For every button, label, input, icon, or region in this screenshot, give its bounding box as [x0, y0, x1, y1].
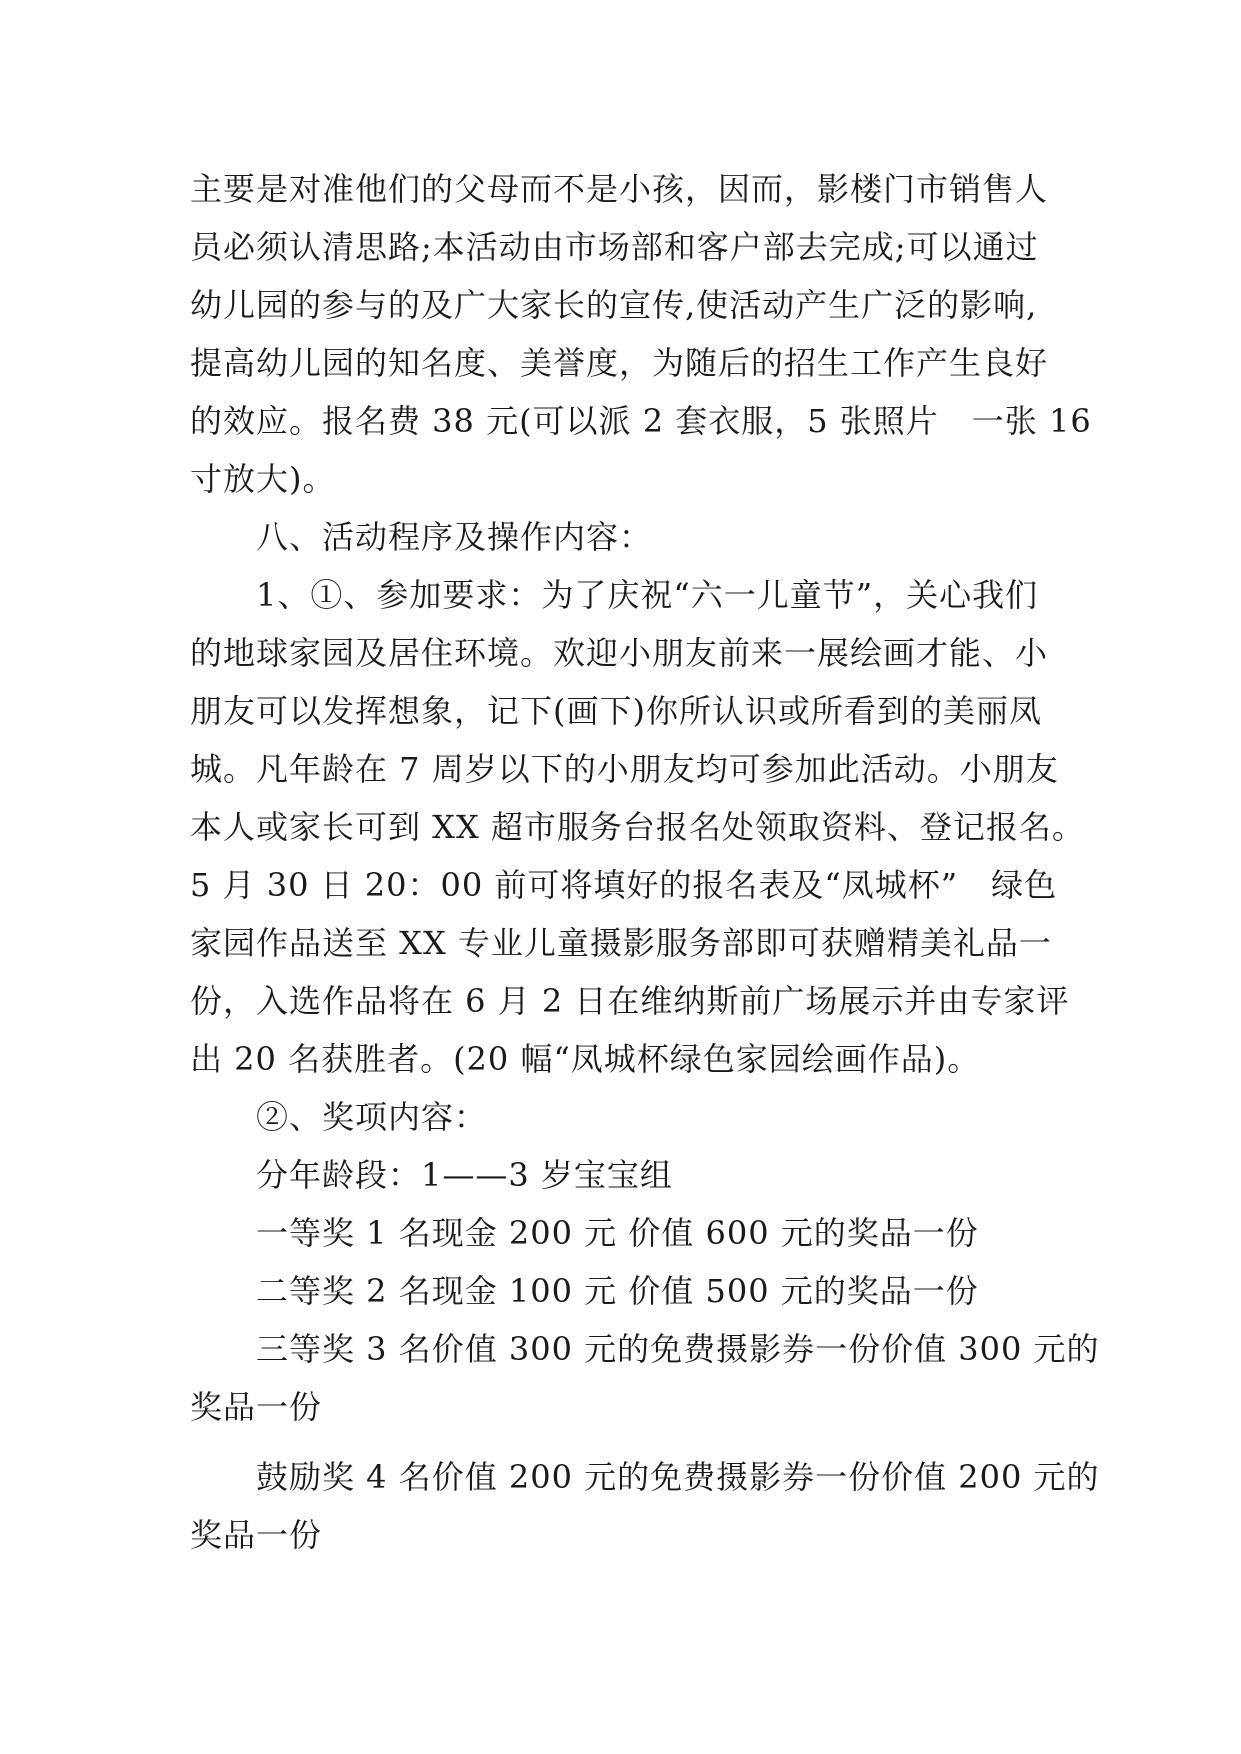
- text-line: 寸放大)。: [190, 460, 336, 498]
- text-line: 主要是对准他们的父母而不是小孩，因而，影楼门市销售人: [190, 170, 1049, 208]
- subsection-heading: ②、奖项内容：: [256, 1098, 488, 1136]
- document-body: [190, 160, 1100, 1564]
- text-line: 分年龄段：1——3 岁宝宝组: [256, 1156, 673, 1194]
- text-line: 本人或家长可到 XX 超市服务台报名处领取资料、登记报名。: [190, 808, 1085, 846]
- text-line: 奖品一份: [190, 1516, 323, 1554]
- text-line: 家园作品送至 XX 专业儿童摄影服务部即可获赠精美礼品一: [190, 924, 1052, 962]
- text-line: 5 月 30 日 20：00 前可将填好的报名表及“凤城杯” 绿色: [190, 866, 1058, 904]
- text-line: 的效应。报名费 38 元(可以派 2 套衣服，5 张照片 一张 16: [190, 402, 1092, 440]
- text-line: 出 20 名获胜者。(20 幅“凤城杯绿色家园绘画作品)。: [190, 1040, 981, 1078]
- prize-line: 二等奖 2 名现金 100 元 价值 500 元的奖品一份: [256, 1272, 979, 1310]
- text-line: 份，入选作品将在 6 月 2 日在维纳斯前广场展示并由专家评: [190, 982, 1070, 1020]
- prize-line: 三等奖 3 名价值 300 元的免费摄影券一份价值 300 元的: [256, 1330, 1100, 1368]
- text-line: 幼儿园的参与的及广大家长的宣传,使活动产生广泛的影响,: [190, 286, 1038, 324]
- section-heading: 八、活动程序及操作内容：: [256, 518, 653, 556]
- text-line: 1、①、参加要求：为了庆祝“六一儿童节”，关心我们: [256, 576, 1039, 614]
- text-line: 奖品一份: [190, 1388, 323, 1426]
- text-line: 城。凡年龄在 7 周岁以下的小朋友均可参加此活动。小朋友: [190, 750, 1059, 788]
- text-line: 朋友可以发挥想象，记下(画下)你所认识或所看到的美丽凤: [190, 692, 1042, 730]
- text-line: 的地球家园及居住环境。欢迎小朋友前来一展绘画才能、小: [190, 634, 1049, 672]
- prize-line: 一等奖 1 名现金 200 元 价值 600 元的奖品一份: [256, 1214, 979, 1252]
- text-line: 提高幼儿园的知名度、美誉度，为随后的招生工作产生良好: [190, 344, 1049, 382]
- prize-line: 鼓励奖 4 名价值 200 元的免费摄影券一份价值 200 元的: [256, 1458, 1100, 1496]
- text-line: 员必须认清思路;本活动由市场部和客户部去完成;可以通过: [190, 228, 1039, 266]
